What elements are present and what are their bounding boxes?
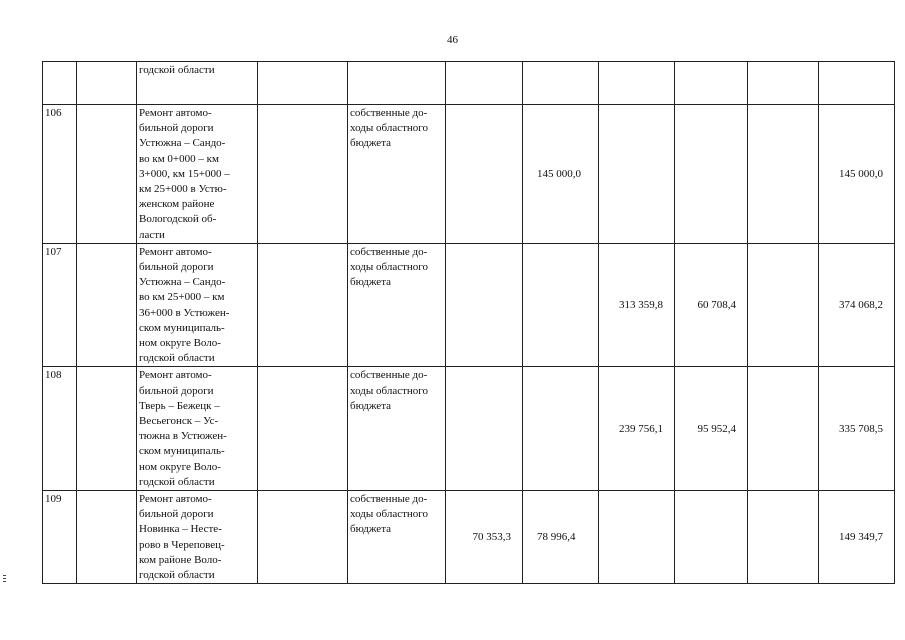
- table-row-continuation: [43, 62, 895, 105]
- cell-num: [43, 62, 77, 105]
- cell-total: 335 708,5: [819, 367, 895, 491]
- cell-empty: [77, 62, 137, 105]
- cell-empty: [258, 105, 348, 244]
- cell-num: 106: [43, 105, 77, 244]
- cell-num: 107: [43, 243, 77, 367]
- cell-empty: [77, 491, 137, 584]
- cell-value: [748, 62, 819, 105]
- cell-source: собственные до- ходы областного бюджета: [348, 367, 446, 491]
- cell-value: [675, 62, 748, 105]
- cell-name: Ремонт автомо- бильной дороги Устюжна – Сандо- во км 25+000 – км 36+000 в Устюжен- ском муниципаль- ном округе Воло- годской области: [137, 243, 258, 367]
- margin-mark: [3, 578, 6, 579]
- cell-value: [675, 491, 748, 584]
- cell-value: 95 952,4: [675, 367, 748, 491]
- cell-value: [523, 243, 599, 367]
- budget-table: [42, 61, 895, 584]
- cell-value: [675, 105, 748, 244]
- cell-source: собственные до- ходы областного бюджета: [348, 105, 446, 244]
- cell-value: [599, 105, 675, 244]
- cell-empty: [77, 367, 137, 491]
- cell-value: [446, 62, 523, 105]
- margin-mark: [3, 575, 6, 576]
- cell-name: Ремонт автомо- бильной дороги Устюжна – Сандо- во км 0+000 – км 3+000, км 15+000 – км 25+000 в Устю- женском районе Вологодской об- ласти: [137, 105, 258, 244]
- cell-value: [748, 367, 819, 491]
- cell-value: [446, 367, 523, 491]
- cell-value: [748, 243, 819, 367]
- cell-value: [748, 491, 819, 584]
- cell-name: Ремонт автомо- бильной дороги Тверь – Бежецк – Весьегонск – Ус- тюжна в Устюжен- ском муниципаль- ном округе Воло- годской области: [137, 367, 258, 491]
- cell-value: [599, 491, 675, 584]
- cell-value: [446, 243, 523, 367]
- cell-total: 374 068,2: [819, 243, 895, 367]
- cell-value: 239 756,1: [599, 367, 675, 491]
- cell-value: 70 353,3: [446, 491, 523, 584]
- cell-value: [748, 105, 819, 244]
- cell-value: 145 000,0: [523, 105, 599, 244]
- table-row: [43, 367, 895, 491]
- cell-source: [348, 62, 446, 105]
- cell-empty: [77, 105, 137, 244]
- cell-value: 313 359,8: [599, 243, 675, 367]
- cell-total: 149 349,7: [819, 491, 895, 584]
- cell-source: собственные до- ходы областного бюджета: [348, 243, 446, 367]
- cell-empty: [258, 62, 348, 105]
- cell-value: [819, 62, 895, 105]
- cell-source: собственные до- ходы областного бюджета: [348, 491, 446, 584]
- table-row: [43, 243, 895, 367]
- cell-empty: [258, 367, 348, 491]
- cell-value: [599, 62, 675, 105]
- cell-empty: [77, 243, 137, 367]
- cell-name: годской области: [137, 62, 258, 105]
- table-row: [43, 105, 895, 244]
- cell-empty: [258, 243, 348, 367]
- cell-empty: [258, 491, 348, 584]
- cell-value: 60 708,4: [675, 243, 748, 367]
- page-number: 46: [447, 34, 458, 46]
- cell-total: 145 000,0: [819, 105, 895, 244]
- cell-value: 78 996,4: [523, 491, 599, 584]
- cell-num: 108: [43, 367, 77, 491]
- cell-value: [446, 105, 523, 244]
- margin-mark: [3, 581, 6, 582]
- cell-value: [523, 367, 599, 491]
- cell-name: Ремонт автомо- бильной дороги Новинка – Несте- рово в Череповец- ком районе Воло- годской области: [137, 491, 258, 584]
- cell-num: 109: [43, 491, 77, 584]
- cell-value: [523, 62, 599, 105]
- table-row: [43, 491, 895, 584]
